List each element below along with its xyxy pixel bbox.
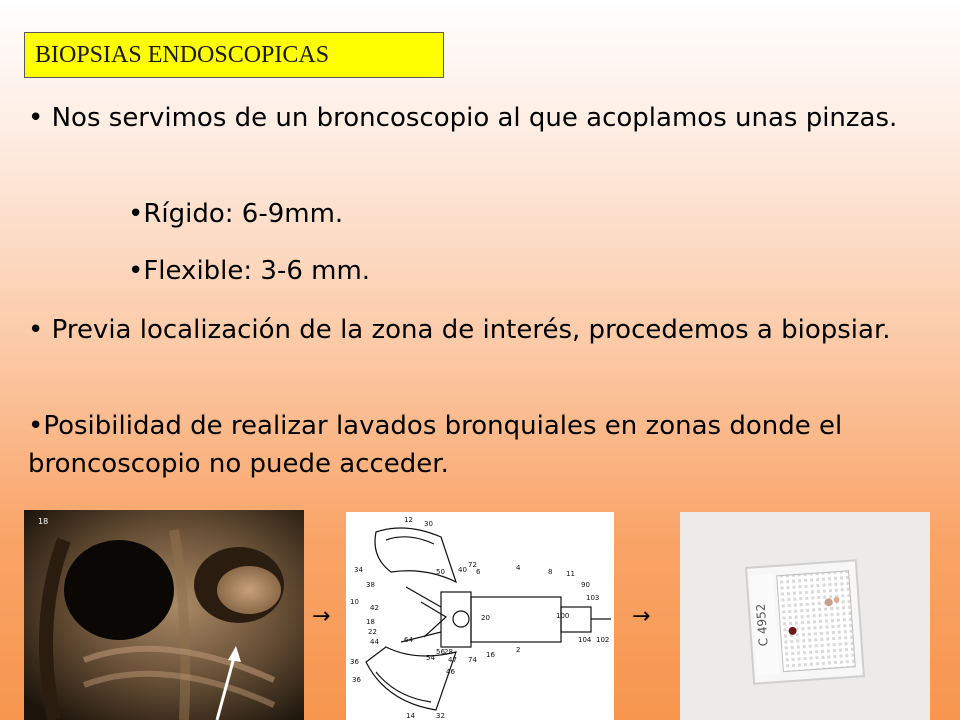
svg-text:104: 104 — [578, 636, 592, 644]
svg-text:8: 8 — [548, 568, 553, 576]
svg-text:44: 44 — [370, 638, 379, 646]
bullet-rigido: •Rígido: 6-9mm. — [128, 199, 344, 229]
slide-title: BIOPSIAS ENDOSCOPICAS — [24, 32, 444, 78]
svg-text:10: 10 — [350, 598, 359, 606]
svg-text:74: 74 — [468, 656, 477, 664]
svg-text:4: 4 — [516, 564, 521, 572]
arrow-right-2: → — [632, 604, 651, 629]
svg-text:11: 11 — [566, 570, 575, 578]
svg-text:38: 38 — [366, 581, 375, 589]
bullet-lavados: •Posibilidad de realizar lavados bronquiales en zonas donde el broncoscopio no puede acceder. — [28, 411, 843, 479]
svg-text:30: 30 — [424, 520, 433, 528]
cassette-label: C 4952 — [753, 603, 771, 647]
bullet-localizacion: • Previa localización de la zona de interés, procedemos a biopsiar. — [28, 315, 891, 345]
svg-text:6: 6 — [476, 568, 481, 576]
svg-text:100: 100 — [556, 612, 570, 620]
svg-text:32: 32 — [436, 712, 445, 720]
cassette-image — [680, 512, 930, 720]
svg-text:2: 2 — [516, 646, 521, 654]
svg-text:90: 90 — [581, 581, 590, 589]
svg-text:102: 102 — [596, 636, 610, 644]
svg-text:72: 72 — [468, 561, 477, 569]
svg-text:64: 64 — [404, 636, 413, 644]
forceps-diagram — [346, 512, 614, 720]
svg-text:40: 40 — [458, 566, 467, 574]
svg-text:42: 42 — [370, 604, 379, 612]
svg-text:18: 18 — [366, 618, 375, 626]
bullet-pinzas: • Nos servimos de un broncoscopio al que acoplamos unas pinzas. — [28, 103, 898, 133]
svg-text:16: 16 — [486, 651, 495, 659]
bullet-flexible: •Flexible: 3-6 mm. — [128, 256, 371, 286]
svg-text:14: 14 — [406, 712, 415, 720]
arrow-right-1: → — [312, 604, 331, 629]
svg-text:47: 47 — [448, 656, 457, 664]
svg-text:20: 20 — [481, 614, 490, 622]
svg-text:28: 28 — [444, 648, 453, 656]
svg-text:22: 22 — [368, 628, 377, 636]
svg-text:36: 36 — [352, 676, 361, 684]
svg-text:103: 103 — [586, 594, 600, 602]
svg-text:12: 12 — [404, 516, 413, 524]
svg-text:50: 50 — [436, 568, 445, 576]
svg-text:36: 36 — [350, 658, 359, 666]
svg-text:54: 54 — [426, 654, 435, 662]
endoscopy-label: 18 — [38, 517, 49, 526]
svg-text:56: 56 — [436, 648, 445, 656]
svg-text:46: 46 — [446, 668, 455, 676]
endoscopy-image — [24, 510, 304, 720]
svg-text:34: 34 — [354, 566, 363, 574]
